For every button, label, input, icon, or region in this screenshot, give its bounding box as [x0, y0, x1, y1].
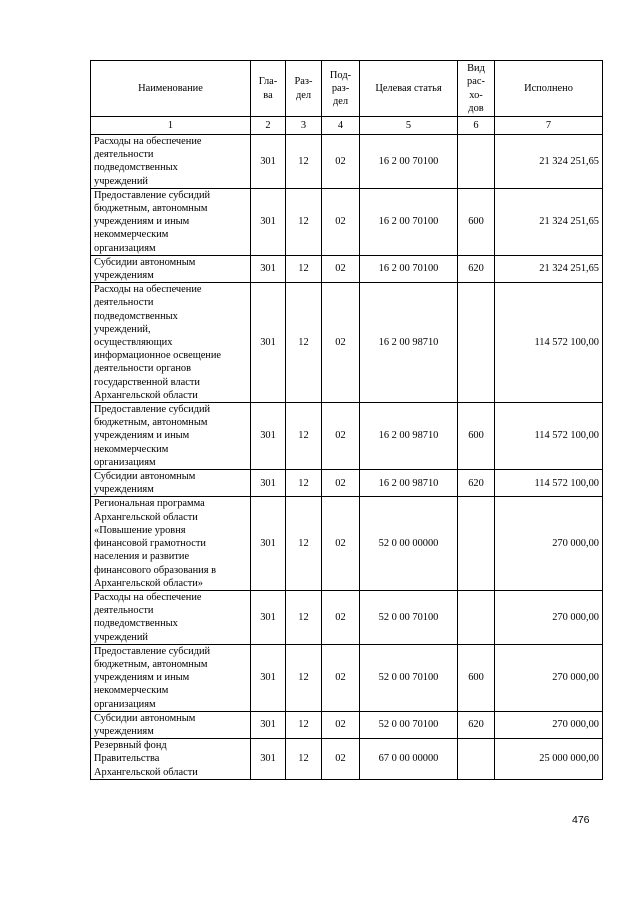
- cell-vid: [458, 135, 495, 189]
- cell-razdel: 12: [286, 470, 322, 497]
- cell-name: Предоставление субсидий бюджетным, автономным учреждениям и иным некоммерческим организациям: [91, 644, 251, 711]
- page-number: 476: [572, 814, 590, 826]
- cell-name: Субсидии автономным учреждениям: [91, 711, 251, 738]
- table-body: [91, 117, 603, 780]
- header-celevaya-text: Целевая статья: [375, 82, 442, 94]
- cell-glava: 301: [251, 135, 286, 189]
- cell-podrazdel: 02: [322, 135, 360, 189]
- cell-podrazdel: 02: [322, 739, 360, 780]
- cell-name: Субсидии автономным учреждениям: [91, 470, 251, 497]
- cell-celevaya: 67 0 00 00000: [360, 739, 458, 780]
- cell-amount: 114 572 100,00: [495, 470, 603, 497]
- header-glava-text: Гла- ва: [258, 76, 278, 101]
- table-row: [91, 403, 603, 470]
- column-number: 5: [360, 117, 458, 135]
- header-podrazdel-text: Под- раз- дел: [329, 69, 352, 108]
- cell-glava: 301: [251, 470, 286, 497]
- cell-amount: 270 000,00: [495, 644, 603, 711]
- cell-name: Региональная программа Архангельской области «Повышение уровня финансовой грамотности населения и развитие финансового образования в Архангельской области»: [91, 497, 251, 590]
- cell-glava: 301: [251, 283, 286, 403]
- header-razdel: [286, 61, 322, 117]
- column-number: 4: [322, 117, 360, 135]
- column-number: 2: [251, 117, 286, 135]
- cell-vid: 600: [458, 644, 495, 711]
- cell-podrazdel: 02: [322, 188, 360, 255]
- cell-celevaya: 16 2 00 70100: [360, 255, 458, 282]
- table-row: [91, 255, 603, 282]
- cell-razdel: 12: [286, 711, 322, 738]
- cell-vid: [458, 739, 495, 780]
- cell-vid: 620: [458, 711, 495, 738]
- cell-celevaya: 52 0 00 70100: [360, 590, 458, 644]
- cell-amount: 114 572 100,00: [495, 283, 603, 403]
- header-name-text: Наименование: [138, 82, 203, 94]
- cell-amount: 21 324 251,65: [495, 188, 603, 255]
- cell-glava: 301: [251, 497, 286, 590]
- cell-glava: 301: [251, 711, 286, 738]
- cell-celevaya: 52 0 00 70100: [360, 711, 458, 738]
- cell-amount: 25 000 000,00: [495, 739, 603, 780]
- cell-razdel: 12: [286, 403, 322, 470]
- column-number: 6: [458, 117, 495, 135]
- table-row: [91, 711, 603, 738]
- budget-table: [90, 60, 603, 780]
- cell-glava: 301: [251, 644, 286, 711]
- cell-podrazdel: 02: [322, 403, 360, 470]
- cell-razdel: 12: [286, 135, 322, 189]
- cell-glava: 301: [251, 739, 286, 780]
- table-row: [91, 497, 603, 590]
- cell-amount: 21 324 251,65: [495, 255, 603, 282]
- header-glava: [251, 61, 286, 117]
- cell-celevaya: 16 2 00 70100: [360, 188, 458, 255]
- cell-vid: 600: [458, 188, 495, 255]
- table-row: [91, 470, 603, 497]
- cell-podrazdel: 02: [322, 470, 360, 497]
- cell-celevaya: 52 0 00 00000: [360, 497, 458, 590]
- cell-celevaya: 16 2 00 98710: [360, 403, 458, 470]
- table-row: [91, 188, 603, 255]
- cell-amount: 270 000,00: [495, 497, 603, 590]
- cell-razdel: 12: [286, 497, 322, 590]
- table-row: [91, 283, 603, 403]
- column-number: 7: [495, 117, 603, 135]
- cell-amount: 270 000,00: [495, 590, 603, 644]
- table-row: [91, 739, 603, 780]
- cell-celevaya: 16 2 00 98710: [360, 470, 458, 497]
- column-number-row: [91, 117, 603, 135]
- cell-razdel: 12: [286, 255, 322, 282]
- cell-amount: 270 000,00: [495, 711, 603, 738]
- cell-podrazdel: 02: [322, 644, 360, 711]
- cell-razdel: 12: [286, 188, 322, 255]
- header-vid-text: Вид рас- хо- дов: [467, 63, 485, 114]
- table-row: [91, 644, 603, 711]
- cell-name: Предоставление субсидий бюджетным, автономным учреждениям и иным некоммерческим организациям: [91, 188, 251, 255]
- header-vid: [458, 61, 495, 117]
- table-row: [91, 135, 603, 189]
- cell-celevaya: 16 2 00 70100: [360, 135, 458, 189]
- cell-razdel: 12: [286, 283, 322, 403]
- cell-name: Предоставление субсидий бюджетным, автономным учреждениям и иным некоммерческим организациям: [91, 403, 251, 470]
- cell-name: Расходы на обеспечение деятельности подведомственных учреждений, осуществляющих информационное освещение деятельности органов государственной власти Архангельской области: [91, 283, 251, 403]
- cell-vid: [458, 497, 495, 590]
- cell-name: Расходы на обеспечение деятельности подведомственных учреждений: [91, 135, 251, 189]
- cell-razdel: 12: [286, 739, 322, 780]
- column-number: 1: [91, 117, 251, 135]
- cell-podrazdel: 02: [322, 711, 360, 738]
- cell-amount: 21 324 251,65: [495, 135, 603, 189]
- header-amount: [495, 61, 603, 117]
- cell-glava: 301: [251, 590, 286, 644]
- cell-podrazdel: 02: [322, 255, 360, 282]
- header-razdel-text: Раз- дел: [294, 76, 313, 101]
- cell-name: Субсидии автономным учреждениям: [91, 255, 251, 282]
- header-podrazdel: [322, 61, 360, 117]
- cell-glava: 301: [251, 188, 286, 255]
- cell-vid: 600: [458, 403, 495, 470]
- header-celevaya: [360, 61, 458, 117]
- cell-vid: 620: [458, 470, 495, 497]
- header-row: [91, 61, 603, 117]
- cell-vid: [458, 590, 495, 644]
- cell-celevaya: 52 0 00 70100: [360, 644, 458, 711]
- cell-vid: [458, 283, 495, 403]
- cell-podrazdel: 02: [322, 590, 360, 644]
- cell-name: Резервный фонд Правительства Архангельской области: [91, 739, 251, 780]
- header-amount-text: Исполнено: [524, 82, 573, 94]
- cell-razdel: 12: [286, 644, 322, 711]
- cell-glava: 301: [251, 403, 286, 470]
- header-name: [91, 61, 251, 117]
- cell-name: Расходы на обеспечение деятельности подведомственных учреждений: [91, 590, 251, 644]
- cell-vid: 620: [458, 255, 495, 282]
- cell-podrazdel: 02: [322, 283, 360, 403]
- cell-razdel: 12: [286, 590, 322, 644]
- cell-glava: 301: [251, 255, 286, 282]
- cell-podrazdel: 02: [322, 497, 360, 590]
- column-number: 3: [286, 117, 322, 135]
- cell-celevaya: 16 2 00 98710: [360, 283, 458, 403]
- table-row: [91, 590, 603, 644]
- cell-amount: 114 572 100,00: [495, 403, 603, 470]
